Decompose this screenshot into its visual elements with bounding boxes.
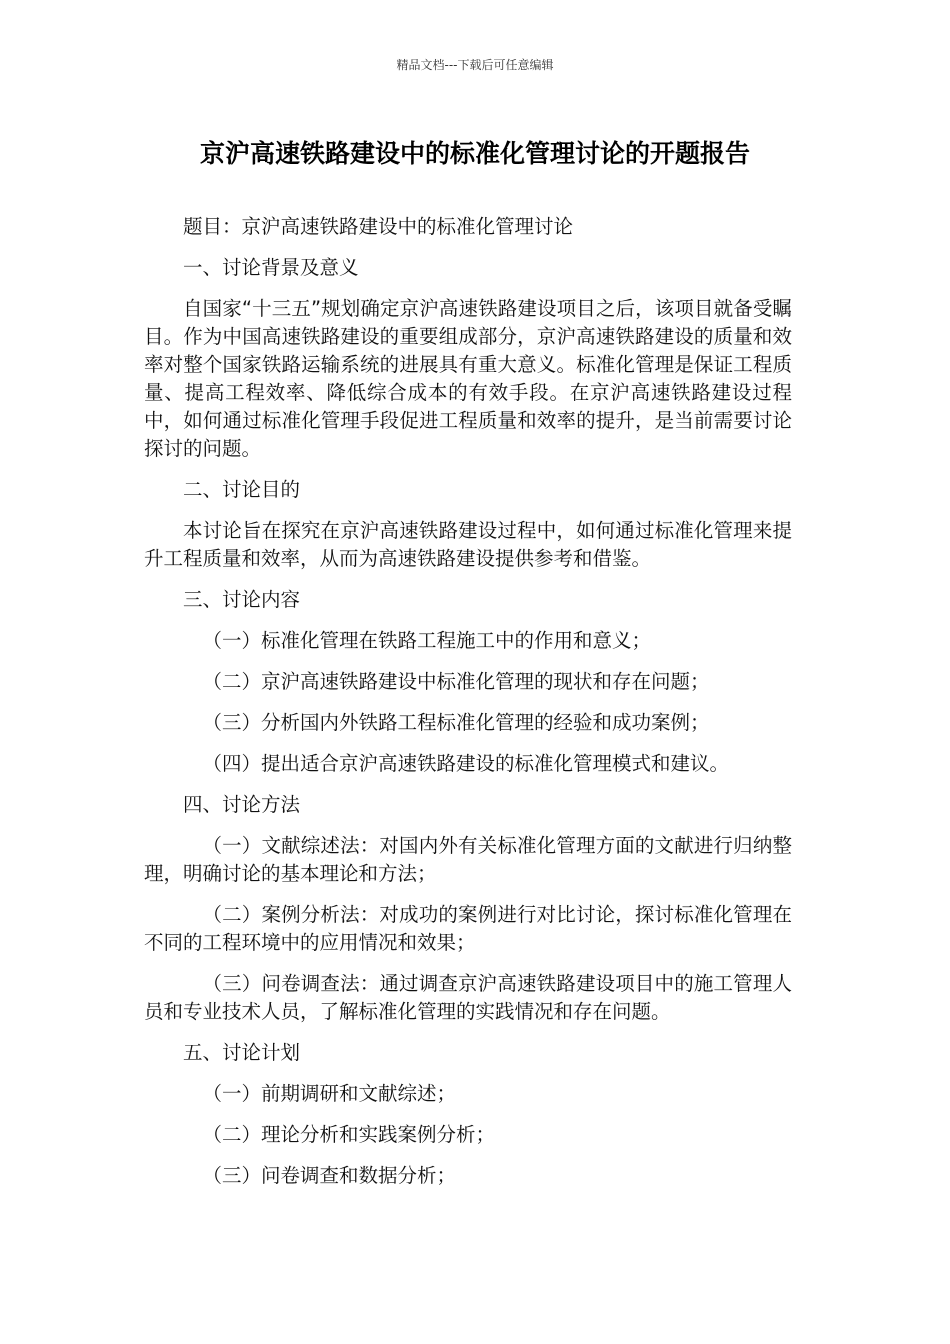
content-item-2: （二）京沪高速铁路建设中标准化管理的现状和存在问题； (202, 670, 710, 693)
plan-item-3: （三）问卷调查和数据分析； (202, 1164, 457, 1187)
content-item-3: （三）分析国内外铁路工程标准化管理的经验和成功案例； (202, 711, 710, 734)
document-body (144, 213, 792, 1203)
purpose-paragraph: 本讨论旨在探究在京沪高速铁路建设过程中，如何通过标准化管理来提升工程质量和效率，从而为高速铁路建设提供参考和借鉴。 (144, 519, 792, 570)
content-item-4: （四）提出适合京沪高速铁路建设的标准化管理模式和建议。 (202, 752, 730, 775)
method-item-3: （三）问卷调查法：通过调查京沪高速铁路建设项目中的施工管理人员和专业技术人员，了解标准化管理的实践情况和存在问题。 (144, 972, 792, 1023)
page-header-note: 精品文档---下载后可任意编辑 (396, 58, 554, 72)
section-heading-purpose: 二、讨论目的 (183, 478, 301, 501)
section-heading-plan: 五、讨论计划 (183, 1041, 301, 1064)
plan-item-1: （一）前期调研和文献综述； (202, 1082, 457, 1105)
section-heading-content: 三、讨论内容 (183, 588, 301, 611)
method-item-1: （一）文献综述法：对国内外有关标准化管理方面的文献进行归纳整理，明确讨论的基本理论和方法； (144, 834, 792, 885)
document-title: 京沪高速铁路建设中的标准化管理讨论的开题报告 (199, 139, 750, 168)
section-heading-background: 一、讨论背景及意义 (183, 256, 359, 279)
background-paragraph: 自国家“十三五”规划确定京沪高速铁路建设项目之后，该项目就备受瞩目。作为中国高速铁路建设的重要组成部分，京沪高速铁路建设的质量和效率对整个国家铁路运输系统的进展具有重大意义。标准化管理是保证工程质量、提高工程效率、降低综合成本的有效手段。在京沪高速铁路建设过程中，如何通过标准化管理手段促进工程质量和效率的提升，是当前需要讨论探讨的问题。 (144, 297, 792, 460)
method-item-2: （二）案例分析法：对成功的案例进行对比讨论，探讨标准化管理在不同的工程环境中的应用情况和效果； (144, 903, 792, 954)
content-item-1: （一）标准化管理在铁路工程施工中的作用和意义； (202, 629, 652, 652)
topic-line: 题目：京沪高速铁路建设中的标准化管理讨论 (183, 215, 574, 238)
section-heading-methods: 四、讨论方法 (183, 793, 301, 816)
plan-item-2: （二）理论分析和实践案例分析； (202, 1123, 496, 1146)
